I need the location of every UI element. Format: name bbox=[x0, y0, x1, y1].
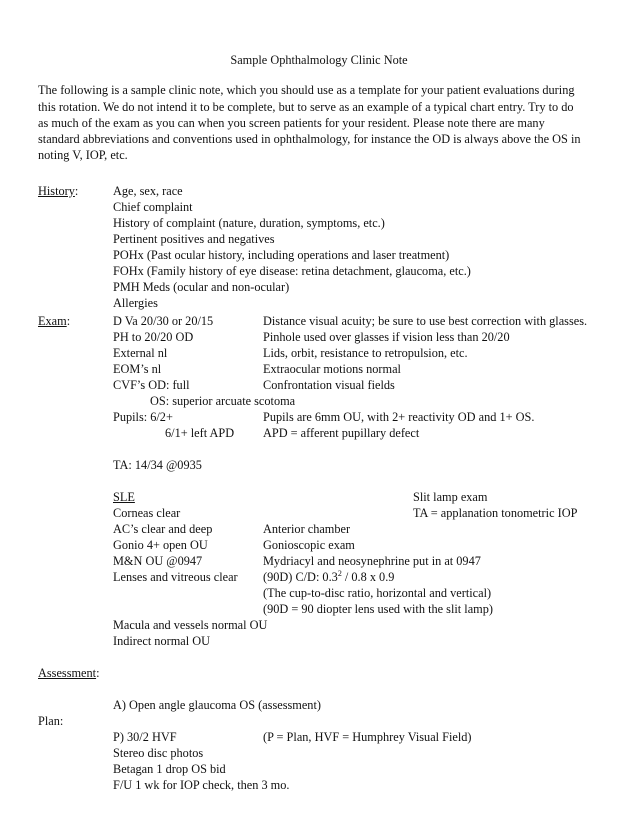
intro-line-1: The following is a sample clinic note, which you should use as a template for your patient evaluations during bbox=[38, 83, 575, 97]
cd-superscript: 2 bbox=[337, 568, 342, 578]
exam-finding: D Va 20/30 or 20/15 bbox=[113, 314, 214, 328]
exam-finding: AC’s clear and deep bbox=[113, 522, 213, 536]
exam-explanation: Slit lamp exam bbox=[413, 490, 488, 504]
history-item: PMH Meds (ocular and non-ocular) bbox=[113, 280, 290, 294]
cd-prefix: (90D) C/D: 0.3 bbox=[263, 570, 338, 584]
exam-explanation: (90D = 90 diopter lens used with the slit lamp) bbox=[263, 602, 493, 616]
exam-explanation: Extraocular motions normal bbox=[263, 362, 401, 376]
intro-line-5: noting V, IOP, etc. bbox=[38, 148, 128, 162]
assessment-heading-label: Assessment bbox=[38, 666, 97, 680]
exam-finding-apd: 6/1+ left APD bbox=[165, 426, 235, 440]
history-heading bbox=[38, 185, 78, 197]
sle-heading: SLE bbox=[113, 490, 135, 504]
exam-finding: Indirect normal OU bbox=[113, 634, 210, 648]
exam-finding: CVF’s OD: full bbox=[113, 378, 190, 392]
cup-to-disc-value bbox=[263, 568, 395, 584]
plan-explanation: (P = Plan, HVF = Humphrey Visual Field) bbox=[263, 730, 472, 744]
history-item: Age, sex, race bbox=[113, 184, 183, 198]
exam-explanation: TA = applanation tonometric IOP bbox=[413, 506, 578, 520]
exam-heading bbox=[38, 315, 70, 327]
plan-item: P) 30/2 HVF bbox=[113, 730, 177, 744]
exam-finding: M&N OU @0947 bbox=[113, 554, 203, 568]
assessment-item: A) Open angle glaucoma OS (assessment) bbox=[113, 698, 321, 712]
plan-item: Betagan 1 drop OS bid bbox=[113, 762, 226, 776]
exam-finding-cvf-os: OS: superior arcuate scotoma bbox=[150, 394, 296, 408]
history-item: POHx (Past ocular history, including operations and laser treatment) bbox=[113, 248, 450, 262]
history-item: Pertinent positives and negatives bbox=[113, 232, 275, 246]
exam-explanation: Pupils are 6mm OU, with 2+ reactivity OD and 1+ OS. bbox=[263, 410, 535, 424]
exam-explanation: Pinhole used over glasses if vision less than 20/20 bbox=[263, 330, 510, 344]
history-heading-colon: : bbox=[74, 184, 79, 198]
exam-explanation: Mydriacyl and neosynephrine put in at 0947 bbox=[263, 554, 481, 568]
assessment-heading bbox=[38, 667, 100, 679]
exam-finding: External nl bbox=[113, 346, 168, 360]
history-item: Allergies bbox=[113, 296, 158, 310]
exam-explanation: Gonioscopic exam bbox=[263, 538, 355, 552]
document-title: Sample Ophthalmology Clinic Note bbox=[230, 53, 408, 67]
history-heading-label: History bbox=[38, 184, 75, 198]
cd-suffix: / 0.8 x 0.9 bbox=[341, 570, 395, 584]
plan-heading: Plan: bbox=[38, 714, 64, 728]
exam-ta: TA: 14/34 @0935 bbox=[113, 458, 202, 472]
plan-item: Stereo disc photos bbox=[113, 746, 204, 760]
plan-item: F/U 1 wk for IOP check, then 3 mo. bbox=[113, 778, 290, 792]
history-item: FOHx (Family history of eye disease: retina detachment, glaucoma, etc.) bbox=[113, 264, 471, 278]
exam-finding: PH to 20/20 OD bbox=[113, 330, 194, 344]
exam-finding: Gonio 4+ open OU bbox=[113, 538, 208, 552]
history-item: History of complaint (nature, duration, symptoms, etc.) bbox=[113, 216, 385, 230]
exam-finding: Macula and vessels normal OU bbox=[113, 618, 268, 632]
exam-finding: EOM’s nl bbox=[113, 362, 162, 376]
assessment-heading-colon: : bbox=[96, 666, 100, 680]
exam-finding: Lenses and vitreous clear bbox=[113, 570, 238, 584]
exam-finding-pupils: Pupils: 6/2+ bbox=[113, 410, 173, 424]
intro-line-3: as much of the exam as you can when you screen patients for your resident. Please note there are many bbox=[38, 116, 545, 130]
exam-explanation: Confrontation visual fields bbox=[263, 378, 395, 392]
intro-line-2: this rotation. We do not intend it to be complete, but to serve as an example of a typical chart entry. Try to do bbox=[38, 100, 574, 114]
exam-explanation: Distance visual acuity; be sure to use best correction with glasses. bbox=[263, 314, 588, 328]
exam-explanation: Anterior chamber bbox=[263, 522, 351, 536]
exam-explanation: (The cup-to-disc ratio, horizontal and vertical) bbox=[263, 586, 492, 600]
exam-heading-colon: : bbox=[66, 314, 71, 328]
exam-heading-label: Exam bbox=[38, 314, 67, 328]
exam-finding: Corneas clear bbox=[113, 506, 181, 520]
exam-explanation: Lids, orbit, resistance to retropulsion, etc. bbox=[263, 346, 468, 360]
exam-explanation: APD = afferent pupillary defect bbox=[263, 426, 420, 440]
intro-line-4: standard abbreviations and conventions used in ophthalmology, for instance the OD is always above the OS in bbox=[38, 132, 581, 146]
history-item: Chief complaint bbox=[113, 200, 193, 214]
